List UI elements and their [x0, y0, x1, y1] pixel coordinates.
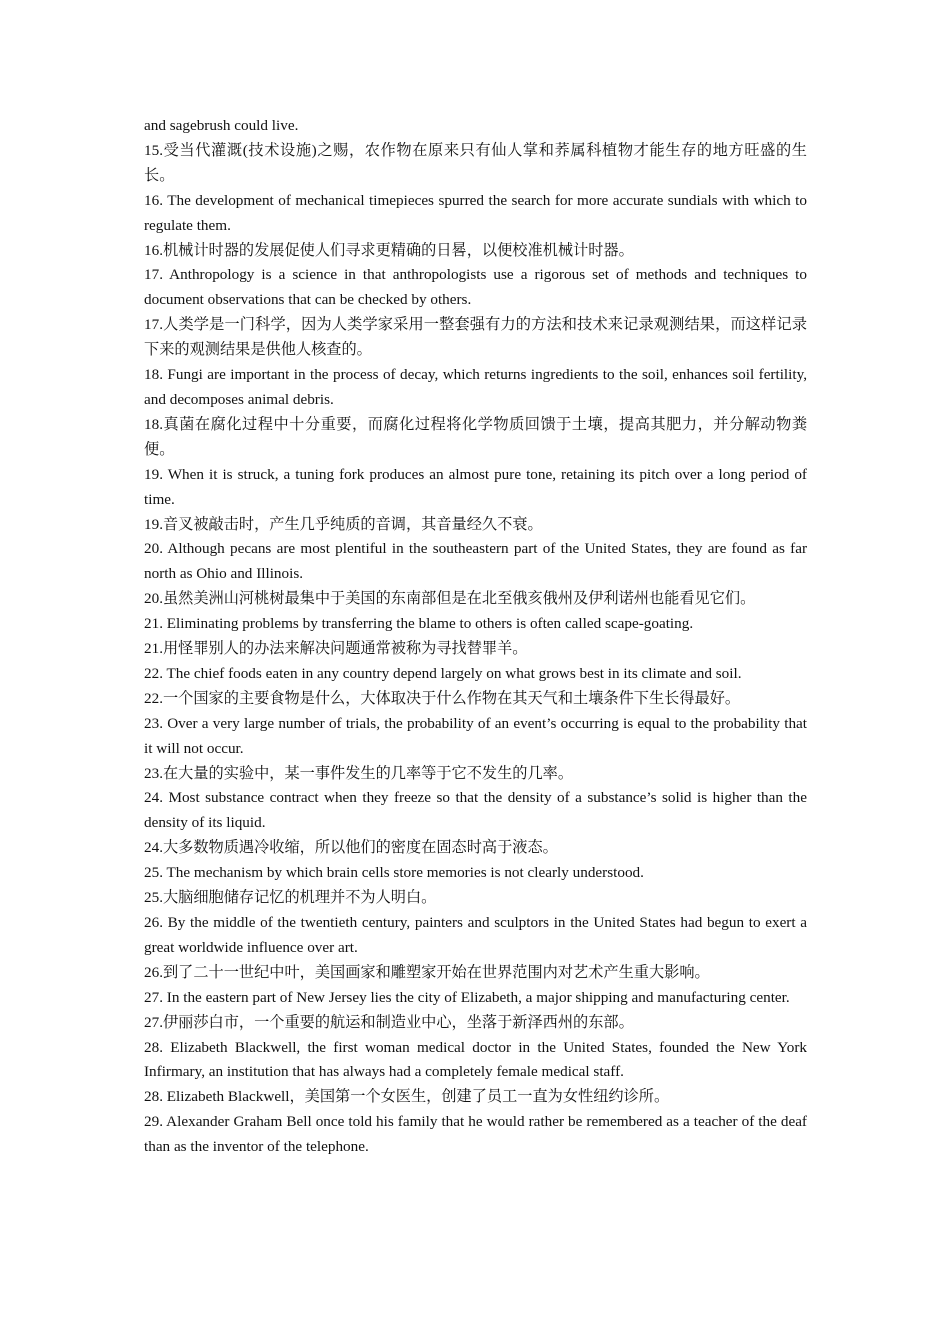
paragraph-20-en: 20. Although pecans are most plentiful in the southeastern part of the United States, they are found as far north as Ohio and Illinois. [144, 540, 807, 583]
paragraph-24-en: 24. Most substance contract when they freeze so that the density of a substance’s solid is higher than the density of its liquid. [144, 789, 807, 832]
paragraph-16-zh: 16.机械计时器的发展促使人们寻求更精确的日晷，以便校准机械计时器。 [144, 241, 634, 259]
paragraph-23-en: 23. Over a very large number of trials, the probability of an event’s occurring is equal to the probability that it will not occur. [144, 714, 807, 757]
paragraph-16-en: 16. The development of mechanical timepieces spurred the search for more accurate sundials with which to regulate them. [144, 191, 807, 234]
paragraph-18-zh: 18.真菌在腐化过程中十分重要，而腐化过程将化学物质回馈于土壤，提高其肥力，并分解动物粪便。 [144, 415, 807, 458]
paragraph-18-en: 18. Fungi are important in the process of decay, which returns ingredients to the soil, enhances soil fertility, and decomposes animal debris. [144, 366, 807, 408]
paragraph-28-en: 28. Elizabeth Blackwell, the first woman medical doctor in the United States, founded the New York Infirmary, an institution that has always had a completely female medical staff. [144, 1038, 807, 1081]
paragraph-21-en: 21. Eliminating problems by transferring the blame to others is often called scape-goating. [144, 615, 694, 633]
paragraph-22-en: 22. The chief foods eaten in any country depend largely on what grows best in its climate and soil. [144, 664, 742, 682]
paragraph-17-en: 17. Anthropology is a science in that anthropologists use a rigorous set of methods and techniques to document observations that can be checked by others. [144, 266, 807, 309]
paragraph-26-zh: 26.到了二十一世纪中叶，美国画家和雕塑家开始在世界范围内对艺术产生重大影响。 [144, 963, 710, 981]
paragraph-27-en: 27. In the eastern part of New Jersey lies the city of Elizabeth, a major shipping and manufacturing center. [144, 988, 790, 1006]
paragraph-21-zh: 21.用怪罪别人的办法来解决问题通常被称为寻找替罪羊。 [144, 640, 528, 658]
paragraph-25-en: 25. The mechanism by which brain cells store memories is not clearly understood. [144, 864, 644, 882]
paragraph-23-zh: 23.在大量的实验中，某一事件发生的几率等于它不发生的几率。 [144, 764, 574, 782]
paragraph-19-zh: 19.音叉被敲击时，产生几乎纯质的音调，其音量经久不衰。 [144, 515, 543, 533]
paragraph-27-zh: 27.伊丽莎白市，一个重要的航运和制造业中心，坐落于新泽西州的东部。 [144, 1013, 634, 1031]
paragraph-20-zh: 20.虽然美洲山河桃树最集中于美国的东南部但是在北至俄亥俄州及伊利诺州也能看见它们。 [144, 590, 756, 608]
paragraph-29-en: 29. Alexander Graham Bell once told his family that he would rather be remembered as a teacher of the deaf than as the inventor of the telephone. [144, 1113, 807, 1156]
paragraph-17-zh: 17.人类学是一门科学，因为人类学家采用一整套强有力的方法和技术来记录观测结果，而这样记录下来的观测结果是供他人核查的。 [144, 316, 807, 359]
paragraph-continuation: and sagebrush could live. [144, 117, 299, 134]
paragraph-25-zh: 25.大脑细胞储存记忆的机理并不为人明白。 [144, 889, 437, 907]
paragraph-28-zh: 28. Elizabeth Blackwell，美国第一个女医生，创建了员工一直为女性纽约诊所。 [144, 1088, 670, 1106]
paragraph-22-zh: 22.一个国家的主要食物是什么，大体取决于什么作物在其天气和土壤条件下生长得最好。 [144, 689, 741, 707]
document-page [144, 114, 807, 1160]
paragraph-26-en: 26. By the middle of the twentieth century, painters and sculptors in the United States had begun to exert a great worldwide influence over art. [144, 914, 807, 956]
paragraph-19-en: 19. When it is struck, a tuning fork produces an almost pure tone, retaining its pitch over a long period of time. [144, 465, 807, 508]
paragraph-15-zh: 15.受当代灌溉(技术设施)之赐，农作物在原来只有仙人掌和荞属科植物才能生存的地方旺盛的生长。 [144, 141, 807, 184]
paragraph-24-zh: 24.大多数物质遇冷收缩，所以他们的密度在固态时高于液态。 [144, 839, 558, 857]
